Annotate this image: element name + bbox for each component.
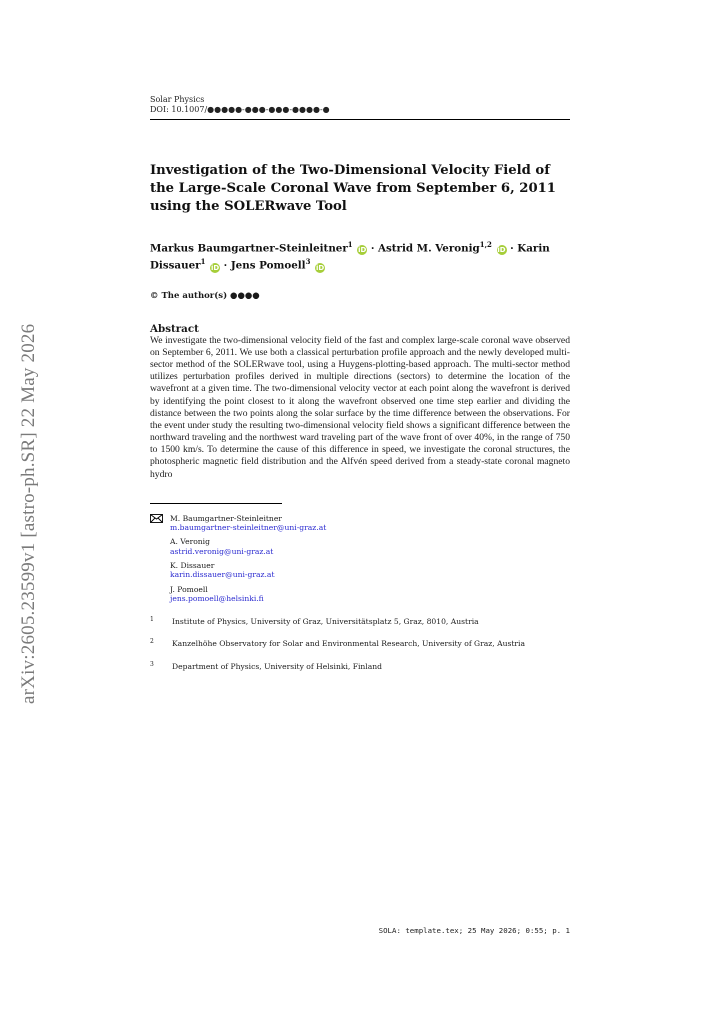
paper-page [150, 95, 570, 684]
affiliation-text: Kanzelhöhe Observatory for Solar and Environmental Research, University of Graz, Austria [172, 639, 526, 649]
author-name: Karin Dissauer [150, 242, 550, 272]
affiliation-text: Institute of Physics, University of Graz, Universitätsplatz 5, Graz, 8010, Austria [172, 617, 479, 627]
author-name: Markus Baumgartner-Steinleitner [150, 242, 348, 255]
affiliation-text: Department of Physics, University of Helsinki, Finland [172, 661, 383, 671]
affiliation-entry [150, 662, 570, 671]
orcid-icon[interactable]: iD [210, 263, 220, 272]
contact-name: J. Pomoell [170, 584, 208, 594]
abstract-text: We investigate the two-dimensional velocity field of the fast and complex large-scale coronal wave observed on September 6, 2011. We use both a classical perturbation profile approach and the newly developed multi-sector method of the SOLERwave tool, using a Huygens-plotting-based approach. The multi-sector method utilizes perturbation profiles derived in multiple directions (sectors) to determine the location of the wavefront at a given time. The two-dimensional velocity vector at each point along the wavefront is derived by identifying the point closest to it along the wavefront observed one time step earlier and dividing the distance between the two points along the solar surface by the time difference between the observations. For the event under study the resulting two-dimensional velocity field shows a significant difference between the northward traveling and the northwest ward traveling part of the wave front of over 40%, in the range of 750 to 1500 km/s. To determine the cause of this difference in speed, we investigate the coronal structures, the photospheric magnetic field distribution and the Alfvén speed derived from a steady-state coronal magneto hydro [150, 334, 570, 480]
orcid-icon[interactable]: iD [315, 263, 325, 272]
affiliation-list [150, 617, 570, 671]
header-rule [150, 119, 570, 120]
affiliation-entry [150, 639, 570, 648]
contact-name: A. Veronig [170, 537, 210, 547]
page-footer: SOLA: template.tex; 25 May 2026; 0:55; p. 1 [378, 926, 570, 935]
contact-email-link[interactable]: karin.dissauer@uni-graz.at [170, 570, 275, 580]
author-separator: · [506, 242, 518, 255]
paper-title: Investigation of the Two-Dimensional Velocity Field of the Large-Scale Coronal Wave from September 6, 2011 using the SOLERwave Tool [150, 163, 556, 214]
author-affiliation-mark: 1,2 [479, 240, 492, 249]
envelope-icon [150, 514, 163, 523]
contact-entry [170, 561, 570, 580]
contact-email-link[interactable]: astrid.veronig@uni-graz.at [170, 546, 274, 556]
journal-doi: DOI: 10.1007/●●●●●-●●●-●●●-●●●●-● [150, 105, 330, 114]
contact-entry [170, 537, 570, 556]
author-list [150, 238, 570, 273]
affiliation-number: 3 [150, 660, 154, 668]
contact-name: M. Baumgartner-Steinleitner [170, 513, 282, 523]
journal-header [150, 95, 570, 115]
abstract-heading: Abstract [150, 322, 199, 335]
author-affiliation-mark: 1 [200, 257, 206, 267]
author-separator: · [220, 259, 231, 272]
copyright-line: © The author(s) ●●●● [150, 290, 260, 301]
author-name: Jens Pomoell [230, 259, 306, 272]
affiliation-number: 1 [150, 616, 154, 624]
author-separator: · [367, 242, 379, 255]
orcid-icon[interactable]: iD [358, 246, 367, 255]
arxiv-side-stamp: arXiv:2605.23599v1 [astro-ph.SR] 22 May 2026 [18, 323, 39, 704]
author-affiliation-mark: 3 [305, 257, 311, 267]
contact-name: K. Dissauer [170, 560, 215, 570]
contact-entry [170, 585, 570, 604]
journal-name: Solar Physics [150, 95, 205, 104]
affiliation-number: 2 [150, 638, 154, 646]
author-affiliation-mark: 1 [347, 240, 353, 249]
affiliation-entry [150, 617, 570, 626]
contact-email-link[interactable]: m.baumgartner-steinleitner@uni-graz.at [170, 523, 327, 533]
contact-entry [170, 514, 570, 533]
contact-list [150, 514, 570, 603]
orcid-icon[interactable]: iD [497, 246, 506, 255]
footnote-rule [150, 503, 282, 504]
contact-email-link[interactable]: jens.pomoell@helsinki.fi [170, 593, 264, 603]
author-name: Astrid M. Veronig [378, 242, 480, 255]
